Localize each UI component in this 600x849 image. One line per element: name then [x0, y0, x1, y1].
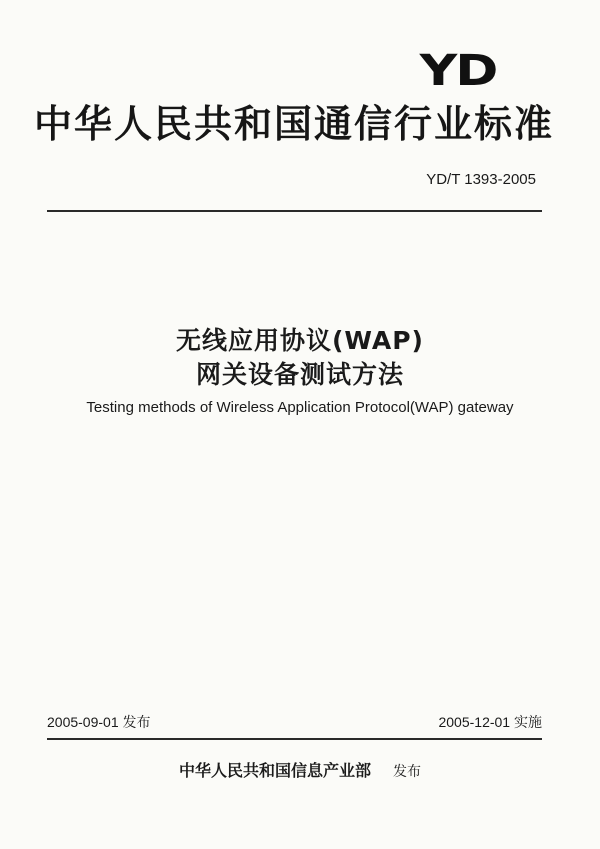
yd-logo: YD [419, 46, 497, 96]
implementation-date: 2005-12-01 实施 [438, 714, 542, 730]
issuer-line [0, 761, 600, 782]
top-divider [47, 210, 542, 212]
title-cn-line2: 网关设备测试方法 [195, 360, 404, 389]
standard-number: YD/T 1393-2005 [426, 171, 536, 188]
title-en: Testing methods of Wireless Application Protocol(WAP) gateway [86, 399, 514, 416]
bottom-divider [47, 738, 542, 740]
organization-title: 中华人民共和国通信行业标准 [34, 102, 555, 146]
title-cn-line1: 无线应用协议(WAP) [176, 326, 424, 355]
issue-date: 2005-09-01 发布 [47, 714, 151, 730]
issuer-name: 中华人民共和国信息产业部 [178, 761, 371, 780]
issuer-action: 发布 [393, 764, 421, 780]
